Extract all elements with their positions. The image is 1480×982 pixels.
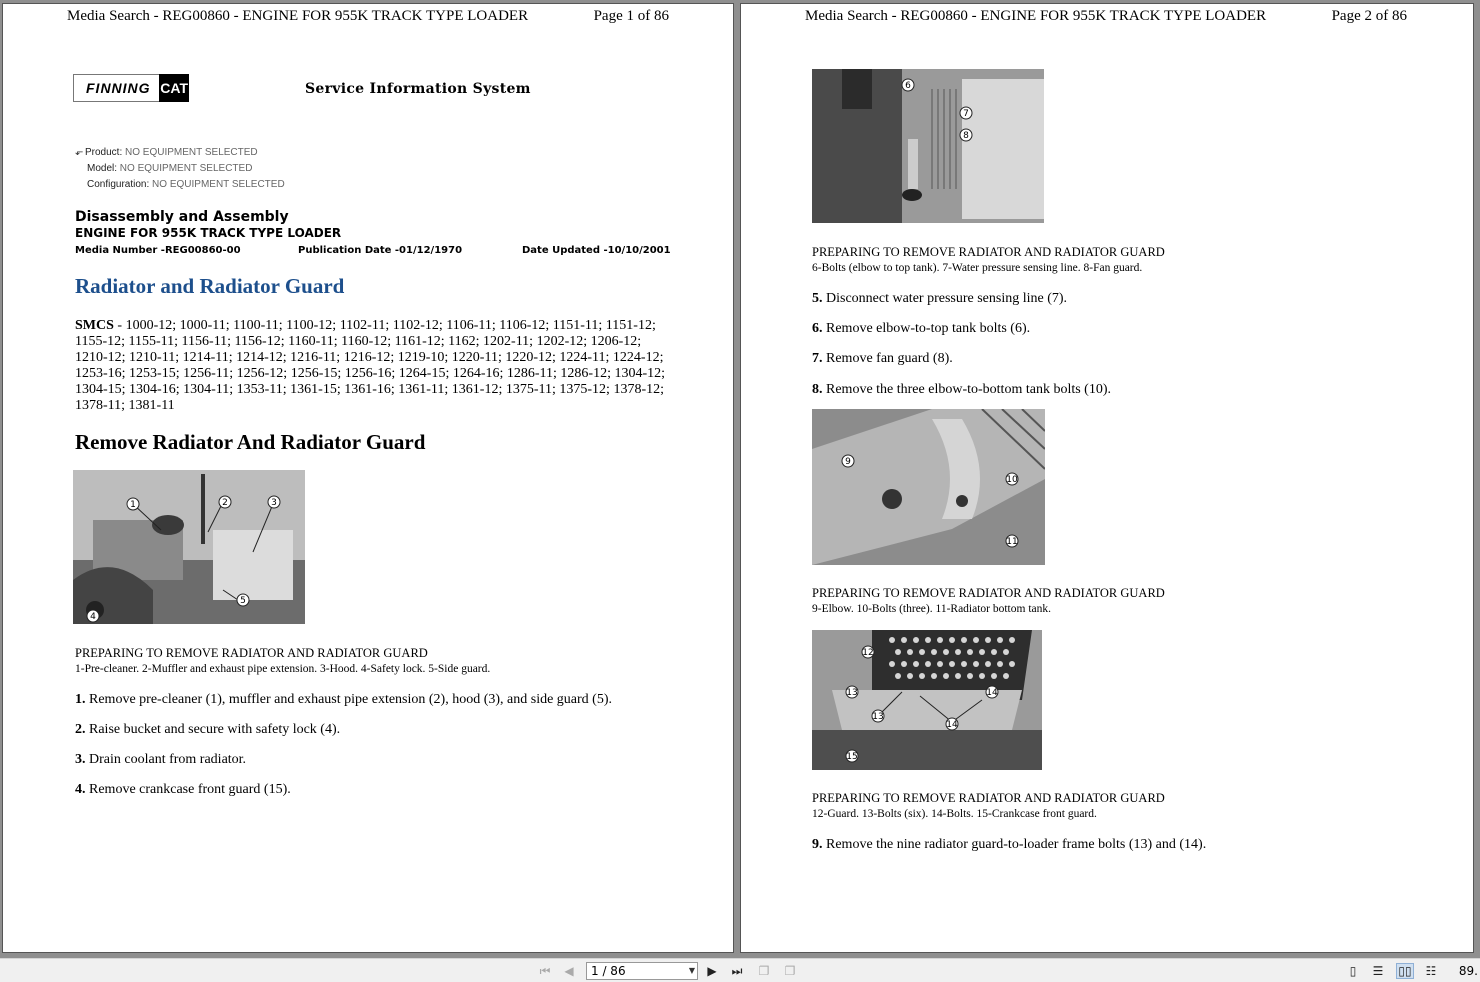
step-number: 2. [75, 722, 86, 737]
back-arrow-icon[interactable]: ⬐ [75, 147, 84, 158]
chevron-down-icon[interactable]: ▼ [688, 966, 695, 975]
page-header-title: Media Search - REG00860 - ENGINE FOR 955K TRACK TYPE LOADER [67, 8, 529, 24]
page-number-input[interactable] [586, 962, 698, 980]
callout-8: 8 [963, 131, 969, 141]
product-line [75, 147, 258, 158]
step-5 [812, 291, 1067, 307]
viewer-toolbar [0, 958, 1480, 982]
media-number: Media Number -REG00860-00 [75, 245, 241, 256]
step-number: 5. [812, 291, 823, 306]
callout-1: 1 [130, 500, 136, 510]
continuous-view-icon[interactable]: ☰ [1372, 964, 1384, 978]
photo-caption-1 [812, 244, 1165, 276]
caption-title: PREPARING TO REMOVE RADIATOR AND RADIATOR GUARD [812, 245, 1165, 259]
smcs-label: SMCS [75, 318, 114, 333]
callout-5: 5 [240, 596, 246, 606]
step-2 [75, 722, 340, 738]
caption-body: 9-Elbow. 10-Bolts (three). 11-Radiator bottom tank. [812, 603, 1052, 615]
step-text: Disconnect water pressure sensing line (7). [822, 291, 1068, 306]
callout-12: 12 [862, 648, 874, 658]
step-text: Remove pre-cleaner (1), muffler and exhaust pipe extension (2), hood (3), and side guard (5). [85, 692, 613, 707]
step-number: 8. [812, 382, 823, 397]
callout-3: 3 [271, 498, 277, 508]
two-page-continuous-view-icon[interactable]: ☷ [1425, 964, 1437, 978]
logo-cat-text: CAT [159, 74, 189, 102]
config-value: NO EQUIPMENT SELECTED [152, 179, 285, 190]
step-text: Remove the nine radiator guard-to-loader frame bolts (13) and (14). [822, 837, 1207, 852]
sis-title: Service Information System [305, 81, 531, 97]
date-updated: Date Updated -10/10/2001 [522, 245, 671, 256]
copy-page-icon[interactable]: ❐ [758, 964, 770, 978]
callout-15: 15 [846, 752, 858, 762]
step-number: 1. [75, 692, 86, 707]
product-label: Product: [85, 147, 123, 158]
photo-caption [75, 645, 490, 677]
smcs-codes [75, 318, 667, 414]
callout-7: 7 [963, 109, 969, 119]
config-label: Configuration: [87, 179, 150, 190]
section-heading: Radiator and Radiator Guard [75, 274, 345, 298]
step-7 [812, 351, 953, 367]
step-number: 6. [812, 321, 823, 336]
step-3 [75, 752, 246, 768]
first-page-icon[interactable]: ⏮ [539, 963, 551, 978]
callout-13: 13 [872, 712, 884, 722]
pdf-page-2 [740, 3, 1474, 953]
pdf-page-1 [2, 3, 734, 953]
photo-radiator-top [812, 69, 1044, 223]
single-page-view-icon[interactable]: ▯ [1349, 964, 1357, 978]
caption-title: PREPARING TO REMOVE RADIATOR AND RADIATOR GUARD [75, 646, 428, 660]
callout-9: 9 [845, 457, 851, 467]
product-value: NO EQUIPMENT SELECTED [125, 147, 258, 158]
step-number: 3. [75, 752, 86, 767]
step-1 [75, 692, 612, 708]
callout-13b: 13 [846, 688, 858, 698]
callout-6: 6 [905, 81, 911, 91]
document-subtitle: ENGINE FOR 955K TRACK TYPE LOADER [75, 226, 342, 240]
caption-title: PREPARING TO REMOVE RADIATOR AND RADIATOR GUARD [812, 791, 1165, 805]
step-8 [812, 382, 1111, 398]
page-header-number: Page 1 of 86 [593, 8, 669, 24]
zoom-level[interactable]: 89. [1458, 964, 1478, 978]
page-indicator: 1 / 86 [591, 964, 626, 978]
step-text: Remove the three elbow-to-bottom tank bolts (10). [822, 382, 1111, 397]
step-number: 4. [75, 782, 86, 797]
callout-4: 4 [90, 612, 96, 622]
callout-10: 10 [1006, 475, 1018, 485]
photo-caption-3 [812, 790, 1165, 822]
step-number: 9. [812, 837, 823, 852]
smcs-text: - 1000-12; 1000-11; 1100-11; 1100-12; 1102-11; 1102-12; 1106-11; 1106-12; 1151-11; 1151-12; 1155-12; 1155-11; 1156-11; 1156-12; 1160-11; 1160-12; 1161-12; 1162; 1202-11; 1202-12; 1206-12; 1210-12; 1210-11; 1214-11; 1214-12; 1216-11; 1216-12; 1219-10; 1220-11; 1220-12; 1224-11; 1224-12; 1253-16; 1253-15; 1256-11; 1256-12; 1256-15; 1256-16; 1264-15; 1264-16; 1286-11; 1286-12; 1304-12; 1304-15; 1304-16; 1304-11; 1353-11; 1361-15; 1361-16; 1361-11; 1361-12; 1375-11; 1375-12; 1378-12; 1378-11; 1381-11 [75, 318, 666, 413]
procedure-heading: Remove Radiator And Radiator Guard [75, 430, 426, 454]
photo-preparing-remove-1 [73, 470, 305, 624]
finning-cat-logo [73, 74, 189, 102]
caption-body: 12-Guard. 13-Bolts (six). 14-Bolts. 15-Crankcase front guard. [812, 808, 1097, 820]
callout-14b: 14 [986, 688, 998, 698]
page-header-title: Media Search - REG00860 - ENGINE FOR 955K TRACK TYPE LOADER [805, 8, 1267, 24]
model-label: Model: [87, 163, 118, 174]
page-header-number: Page 2 of 86 [1331, 8, 1407, 24]
photo-radiator-bottom [812, 409, 1045, 565]
configuration-line [87, 179, 285, 190]
step-text: Drain coolant from radiator. [85, 752, 247, 767]
photo-caption-2 [812, 585, 1165, 617]
previous-page-icon[interactable]: ◀ [564, 964, 574, 978]
callout-14: 14 [946, 720, 958, 730]
step-text: Remove crankcase front guard (15). [85, 782, 291, 797]
step-text: Remove elbow-to-top tank bolts (6). [822, 321, 1031, 336]
step-4 [75, 782, 291, 798]
step-text: Raise bucket and secure with safety lock (4). [85, 722, 341, 737]
two-page-view-icon[interactable]: ▯▯ [1396, 963, 1414, 979]
next-page-icon[interactable]: ▶ [707, 964, 717, 978]
document-title: Disassembly and Assembly [75, 209, 289, 225]
caption-title: PREPARING TO REMOVE RADIATOR AND RADIATOR GUARD [812, 586, 1165, 600]
caption-body: 1-Pre-cleaner. 2-Muffler and exhaust pipe extension. 3-Hood. 4-Safety lock. 5-Side guard. [75, 663, 491, 675]
step-9 [812, 837, 1206, 853]
step-text: Remove fan guard (8). [822, 351, 953, 366]
photo-radiator-guard [812, 630, 1042, 770]
model-value: NO EQUIPMENT SELECTED [119, 163, 253, 174]
step-6 [812, 321, 1030, 337]
callout-11: 11 [1006, 537, 1018, 547]
caption-body: 6-Bolts (elbow to top tank). 7-Water pressure sensing line. 8-Fan guard. [812, 262, 1143, 274]
step-number: 7. [812, 351, 823, 366]
logo-finning-text: FINNING [86, 80, 151, 96]
move-page-icon[interactable]: ❐ [784, 964, 796, 978]
callout-2: 2 [222, 498, 228, 508]
model-line [87, 163, 252, 174]
publication-date: Publication Date -01/12/1970 [298, 245, 463, 256]
last-page-icon[interactable]: ⏭ [731, 963, 743, 978]
